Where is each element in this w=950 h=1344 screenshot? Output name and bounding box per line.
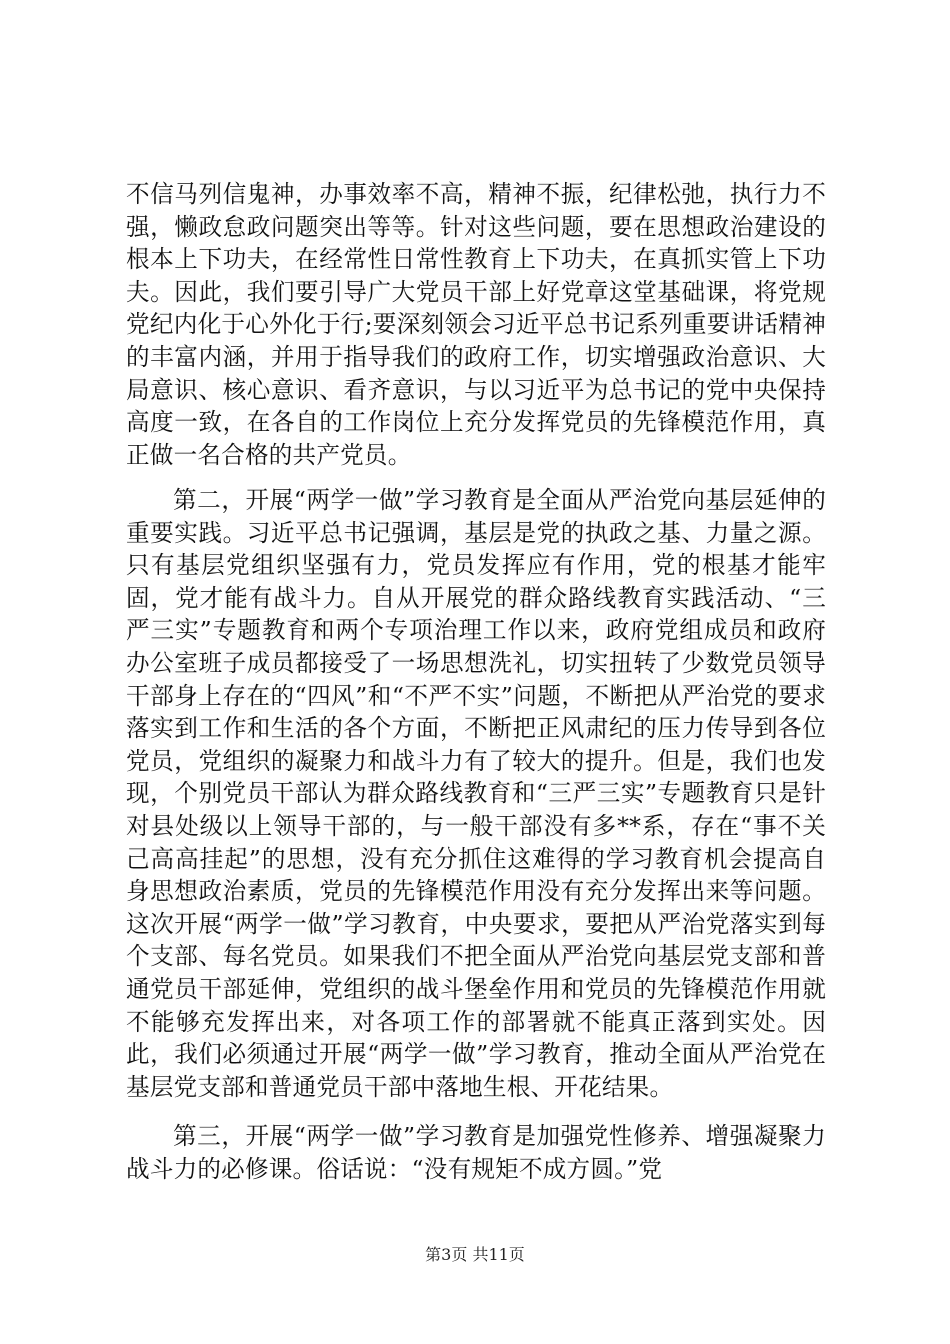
paragraph-2: 第二，开展“两学一做”学习教育是全面从严治党向基层延伸的重要实践。习近平总书记强调，基层是党的执政之基、力量之源。只有基层党组织坚强有力，党员发挥应有作用，党的根基才能牢固，党才能有战斗力。自从开展党的群众路线教育实践活动、“三严三实”专题教育和两个专项治理工作以来，政府党组成员和政府办公室班子成员都接受了一场思想洗礼，切实扭转了少数党员领导干部身上存在的“四风”和“不严不实”问题，不断把从严治党的要求落实到工作和生活的各个方面，不断把正风肃纪的压力传导到各位党员，党组织的凝聚力和战斗力有了较大的提升。但是，我们也发现，个别党员干部认为群众路线教育和“三严三实”专题教育只是针对县处级以上领导干部的，与一般干部没有多**系，存在“事不关己高高挂起”的思想，没有充分抓住这难得的学习教育机会提高自身思想政治素质，党员的先锋模范作用没有充分发挥出来等问题。这次开展“两学一做”学习教育，中央要求，要把从严治党落实到每个支部、每名党员。如果我们不把全面从严治党向基层党支部和普通党员干部延伸，党组织的战斗堡垒作用和党员的先锋模范作用就不能够充发挥出来，对各项工作的部署就不能真正落到实处。因此，我们必须通过开展“两学一做”学习教育，推动全面从严治党在基层党支部和普通党员干部中落地生根、开花结果。 bbox=[126, 486, 826, 1101]
paragraph-1: 不信马列信鬼神，办事效率不高，精神不振，纪律松弛，执行力不强，懒政怠政问题突出等等。针对这些问题，要在思想政治建设的根本上下功夫，在经常性日常性教育上下功夫，在真抓实管上下功夫。因此，我们要引导广大党员干部上好党章这堂基础课，将党规党纪内化于心外化于行;要深刻领会习近平总书记系列重要讲话精神的丰富内涵，并用于指导我们的政府工作，切实增强政治意识、大局意识、核心意识、看齐意识，与以习近平为总书记的党中央保持高度一致，在各自的工作岗位上充分发挥党员的先锋模范作用，真正做一名合格的共产党员。 bbox=[126, 180, 826, 469]
page-footer: 第3页 共11页 bbox=[425, 1245, 525, 1264]
paragraph-3: 第三，开展“两学一做”学习教育是加强党性修养、增强凝聚力战斗力的必修课。俗话说：“没有规矩不成方圆。”党 bbox=[126, 1122, 826, 1183]
